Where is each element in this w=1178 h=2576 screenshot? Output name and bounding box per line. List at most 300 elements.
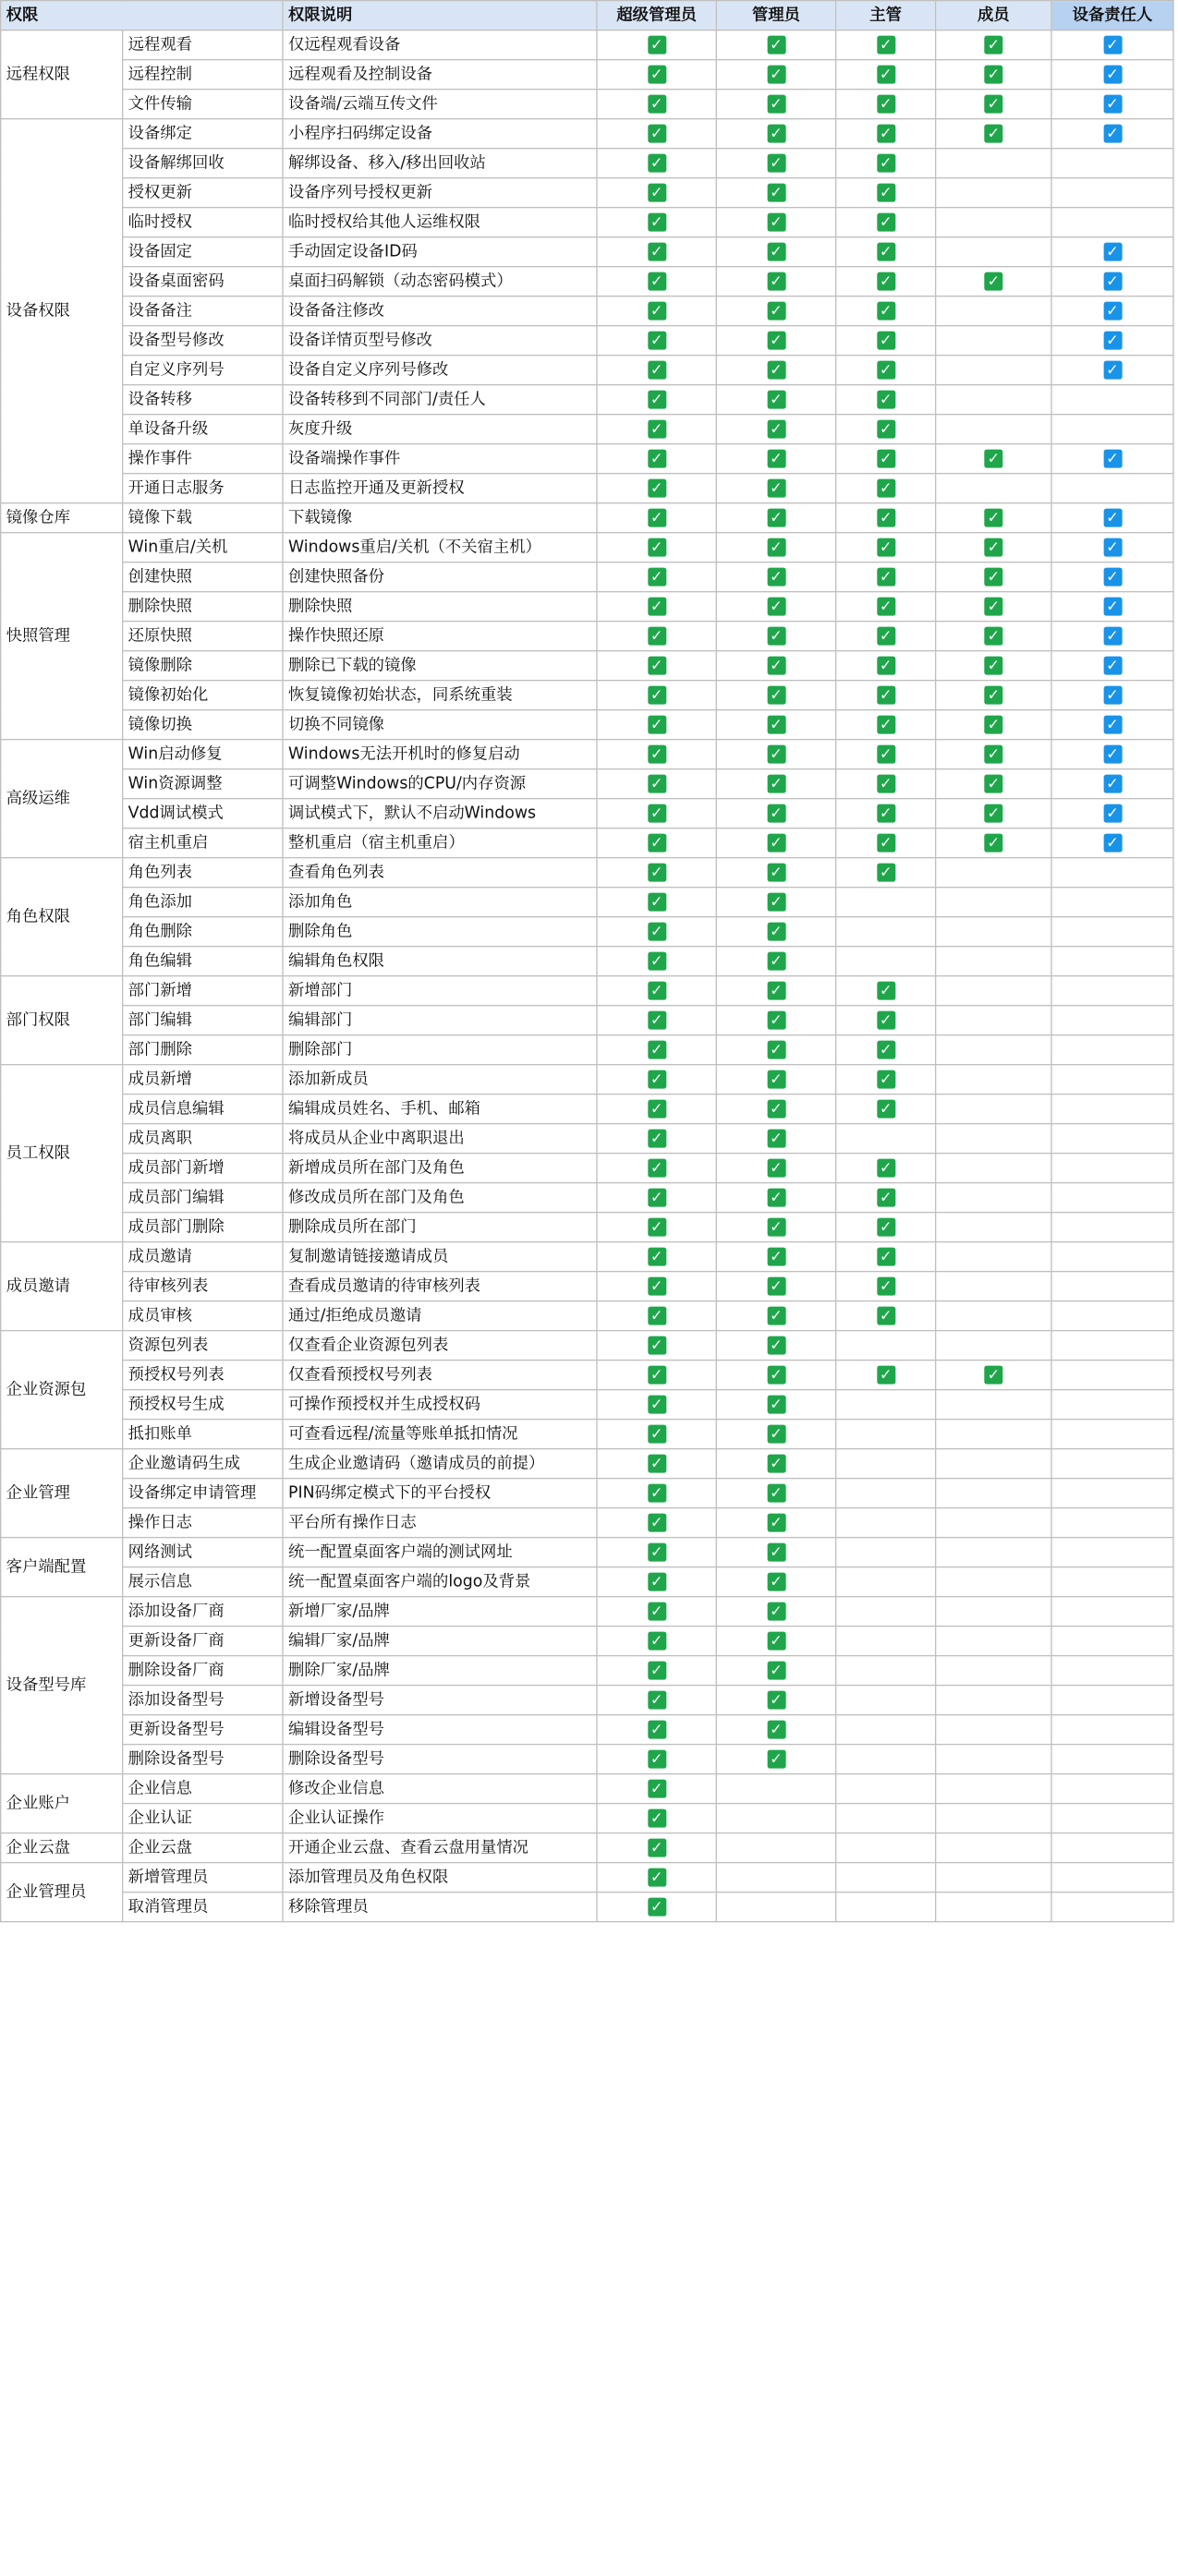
permission-description: 手动固定设备ID码 — [283, 237, 597, 267]
check-cell-supervisor — [836, 326, 936, 356]
permission-description: 设备序列号授权更新 — [283, 178, 597, 208]
permission-name: 宿主机重启 — [123, 828, 283, 858]
check-cell-admin — [716, 415, 835, 444]
check-cell-supervisor — [836, 30, 936, 60]
checked-checkbox-icon: ✓ — [648, 95, 666, 114]
permission-description: 设备端操作事件 — [283, 444, 597, 474]
check-cell-super-admin — [597, 1420, 716, 1449]
check-cell-member — [936, 60, 1051, 90]
checked-checkbox-icon: ✓ — [877, 686, 895, 705]
check-cell-supervisor — [836, 592, 936, 622]
check-cell-super-admin — [597, 1804, 716, 1833]
group-name: 员工权限 — [1, 1065, 123, 1242]
table-row — [1, 1449, 1173, 1479]
permission-description: Windows重启/关机（不关宿主机） — [283, 533, 597, 562]
check-cell-supervisor — [836, 208, 936, 237]
check-cell-device-owner — [1051, 30, 1173, 60]
permission-description: 删除部门 — [283, 1035, 597, 1065]
checked-checkbox-icon: ✓ — [767, 1514, 785, 1532]
permission-name: 添加设备厂商 — [123, 1597, 283, 1627]
permission-description: 新增设备型号 — [283, 1686, 597, 1715]
permission-name: 成员部门删除 — [123, 1213, 283, 1242]
permission-description: 创建快照备份 — [283, 562, 597, 592]
permission-description: 统一配置桌面客户端的logo及背景 — [283, 1567, 597, 1597]
group-name: 成员邀请 — [1, 1242, 123, 1331]
checked-checkbox-icon: ✓ — [648, 1898, 666, 1917]
check-cell-admin — [716, 651, 835, 681]
check-cell-supervisor — [836, 415, 936, 444]
check-cell-device-owner — [1051, 1124, 1173, 1154]
permission-name: 临时授权 — [123, 208, 283, 237]
check-cell-supervisor — [836, 60, 936, 90]
checked-checkbox-icon: ✓ — [648, 1691, 666, 1710]
check-cell-device-owner — [1051, 1449, 1173, 1479]
checked-checkbox-icon: ✓ — [767, 361, 785, 380]
check-cell-device-owner — [1051, 178, 1173, 208]
check-cell-supervisor — [836, 385, 936, 415]
check-cell-member — [936, 267, 1051, 296]
check-cell-admin — [716, 1065, 835, 1094]
check-cell-super-admin — [597, 208, 716, 237]
permission-name: 设备绑定申请管理 — [123, 1479, 283, 1508]
check-cell-super-admin — [597, 30, 716, 60]
table-row — [1, 1242, 1173, 1272]
check-cell-admin — [716, 385, 835, 415]
permission-name: 更新设备型号 — [123, 1715, 283, 1745]
check-cell-admin — [716, 1420, 835, 1449]
checked-checkbox-icon: ✓ — [648, 657, 666, 675]
permission-name: 角色列表 — [123, 858, 283, 888]
check-cell-member — [936, 1390, 1051, 1420]
checked-checkbox-icon: ✓ — [1103, 302, 1122, 320]
check-cell-device-owner — [1051, 1361, 1173, 1390]
check-cell-admin — [716, 976, 835, 1006]
table-row — [1, 1035, 1173, 1065]
check-cell-member — [936, 208, 1051, 237]
checked-checkbox-icon: ✓ — [1103, 716, 1122, 734]
check-cell-member — [936, 1213, 1051, 1242]
checked-checkbox-icon: ✓ — [767, 1573, 785, 1591]
table-row — [1, 622, 1173, 651]
check-cell-admin — [716, 1301, 835, 1331]
check-cell-member — [936, 1035, 1051, 1065]
table-row — [1, 799, 1173, 828]
check-cell-member — [936, 1745, 1051, 1774]
table-row — [1, 1597, 1173, 1627]
check-cell-supervisor — [836, 1656, 936, 1686]
check-cell-admin — [716, 1154, 835, 1183]
check-cell-super-admin — [597, 1863, 716, 1893]
checked-checkbox-icon: ✓ — [648, 1366, 666, 1385]
check-cell-admin — [716, 1863, 835, 1893]
checked-checkbox-icon: ✓ — [984, 745, 1002, 764]
check-cell-device-owner — [1051, 90, 1173, 119]
check-cell-admin — [716, 858, 835, 888]
table-row — [1, 740, 1173, 769]
check-cell-device-owner — [1051, 208, 1173, 237]
check-cell-super-admin — [597, 237, 716, 267]
check-cell-supervisor — [836, 917, 936, 947]
permission-name: 取消管理员 — [123, 1893, 283, 1922]
check-cell-super-admin — [597, 119, 716, 149]
check-cell-supervisor — [836, 799, 936, 828]
check-cell-member — [936, 1094, 1051, 1124]
check-cell-supervisor — [836, 474, 936, 503]
permission-description: 新增部门 — [283, 976, 597, 1006]
check-cell-supervisor — [836, 1390, 936, 1420]
checked-checkbox-icon: ✓ — [648, 1484, 666, 1503]
checked-checkbox-icon: ✓ — [877, 479, 895, 498]
check-cell-supervisor — [836, 1183, 936, 1213]
check-cell-admin — [716, 799, 835, 828]
checked-checkbox-icon: ✓ — [877, 450, 895, 468]
check-cell-member — [936, 296, 1051, 326]
check-cell-member — [936, 1627, 1051, 1656]
check-cell-member — [936, 592, 1051, 622]
permission-description: 设备自定义序列号修改 — [283, 356, 597, 385]
check-cell-supervisor — [836, 1272, 936, 1301]
checked-checkbox-icon: ✓ — [984, 716, 1002, 734]
check-cell-admin — [716, 1597, 835, 1627]
checked-checkbox-icon: ✓ — [877, 1100, 895, 1119]
check-cell-super-admin — [597, 385, 716, 415]
checked-checkbox-icon: ✓ — [984, 627, 1002, 646]
check-cell-supervisor — [836, 1863, 936, 1893]
permission-name: 成员部门编辑 — [123, 1183, 283, 1213]
checked-checkbox-icon: ✓ — [1103, 657, 1122, 675]
check-cell-device-owner — [1051, 1331, 1173, 1361]
checked-checkbox-icon: ✓ — [877, 657, 895, 675]
permission-description: 调试模式下，默认不启动Windows — [283, 799, 597, 828]
checked-checkbox-icon: ✓ — [877, 1159, 895, 1178]
check-cell-member — [936, 326, 1051, 356]
check-cell-supervisor — [836, 1065, 936, 1094]
table-row — [1, 1213, 1173, 1242]
check-cell-admin — [716, 562, 835, 592]
check-cell-supervisor — [836, 562, 936, 592]
check-cell-device-owner — [1051, 1508, 1173, 1538]
check-cell-member — [936, 1065, 1051, 1094]
check-cell-supervisor — [836, 1479, 936, 1508]
checked-checkbox-icon: ✓ — [984, 538, 1002, 557]
group-name: 镜像仓库 — [1, 503, 123, 533]
checked-checkbox-icon: ✓ — [767, 66, 785, 84]
check-cell-supervisor — [836, 681, 936, 710]
check-cell-device-owner — [1051, 651, 1173, 681]
check-cell-device-owner — [1051, 1567, 1173, 1597]
check-cell-admin — [716, 178, 835, 208]
check-cell-super-admin — [597, 710, 716, 740]
permission-description: 删除已下载的镜像 — [283, 651, 597, 681]
table-row — [1, 296, 1173, 326]
permission-description: 设备转移到不同部门/责任人 — [283, 385, 597, 415]
checked-checkbox-icon: ✓ — [877, 213, 895, 232]
check-cell-super-admin — [597, 1390, 716, 1420]
permission-description: PIN码绑定模式下的平台授权 — [283, 1479, 597, 1508]
table-row — [1, 267, 1173, 296]
check-cell-device-owner — [1051, 1301, 1173, 1331]
check-cell-admin — [716, 60, 835, 90]
table-row — [1, 947, 1173, 976]
check-cell-device-owner — [1051, 740, 1173, 769]
permission-name: 部门编辑 — [123, 1006, 283, 1035]
checked-checkbox-icon: ✓ — [648, 686, 666, 705]
permission-description: 查看角色列表 — [283, 858, 597, 888]
checked-checkbox-icon: ✓ — [648, 36, 666, 54]
check-cell-super-admin — [597, 1124, 716, 1154]
checked-checkbox-icon: ✓ — [648, 1100, 666, 1119]
check-cell-super-admin — [597, 976, 716, 1006]
check-cell-device-owner — [1051, 474, 1173, 503]
check-cell-device-owner — [1051, 1242, 1173, 1272]
checked-checkbox-icon: ✓ — [648, 1336, 666, 1355]
table-row — [1, 533, 1173, 562]
check-cell-device-owner — [1051, 799, 1173, 828]
check-cell-admin — [716, 119, 835, 149]
check-cell-supervisor — [836, 444, 936, 474]
check-cell-super-admin — [597, 474, 716, 503]
check-cell-super-admin — [597, 1449, 716, 1479]
table-row — [1, 1745, 1173, 1774]
check-cell-member — [936, 947, 1051, 976]
checked-checkbox-icon: ✓ — [877, 95, 895, 114]
check-cell-member — [936, 1597, 1051, 1627]
checked-checkbox-icon: ✓ — [767, 184, 785, 202]
permission-description: 添加新成员 — [283, 1065, 597, 1094]
checked-checkbox-icon: ✓ — [648, 952, 666, 971]
checked-checkbox-icon: ✓ — [984, 450, 1002, 468]
check-cell-supervisor — [836, 1420, 936, 1449]
permission-name: 成员邀请 — [123, 1242, 283, 1272]
checked-checkbox-icon: ✓ — [767, 1632, 785, 1651]
check-cell-member — [936, 710, 1051, 740]
checked-checkbox-icon: ✓ — [648, 154, 666, 173]
permission-description: 编辑角色权限 — [283, 947, 597, 976]
check-cell-supervisor — [836, 356, 936, 385]
check-cell-device-owner — [1051, 119, 1173, 149]
check-cell-device-owner — [1051, 149, 1173, 178]
check-cell-super-admin — [597, 592, 716, 622]
check-cell-device-owner — [1051, 267, 1173, 296]
permission-name: 操作日志 — [123, 1508, 283, 1538]
checked-checkbox-icon: ✓ — [648, 361, 666, 380]
permission-description: 灰度升级 — [283, 415, 597, 444]
header-role-device-owner: 设备责任人 — [1051, 1, 1173, 30]
check-cell-super-admin — [597, 888, 716, 917]
check-cell-device-owner — [1051, 1272, 1173, 1301]
check-cell-admin — [716, 740, 835, 769]
permission-description: 远程观看及控制设备 — [283, 60, 597, 90]
checked-checkbox-icon: ✓ — [1103, 272, 1122, 291]
permission-description: 操作快照还原 — [283, 622, 597, 651]
check-cell-member — [936, 385, 1051, 415]
checked-checkbox-icon: ✓ — [648, 509, 666, 527]
permission-description: 可操作预授权并生成授权码 — [283, 1390, 597, 1420]
checked-checkbox-icon: ✓ — [767, 1041, 785, 1059]
checked-checkbox-icon: ✓ — [767, 716, 785, 734]
checked-checkbox-icon: ✓ — [767, 1159, 785, 1178]
check-cell-super-admin — [597, 1331, 716, 1361]
checked-checkbox-icon: ✓ — [767, 1455, 785, 1473]
permission-description: 添加角色 — [283, 888, 597, 917]
checked-checkbox-icon: ✓ — [767, 657, 785, 675]
checked-checkbox-icon: ✓ — [767, 804, 785, 823]
check-cell-device-owner — [1051, 828, 1173, 858]
check-cell-member — [936, 1006, 1051, 1035]
permission-name: Win启动修复 — [123, 740, 283, 769]
check-cell-super-admin — [597, 296, 716, 326]
check-cell-device-owner — [1051, 1715, 1173, 1745]
checked-checkbox-icon: ✓ — [984, 1366, 1002, 1385]
check-cell-device-owner — [1051, 562, 1173, 592]
group-name: 客户端配置 — [1, 1538, 123, 1597]
check-cell-member — [936, 622, 1051, 651]
check-cell-super-admin — [597, 917, 716, 947]
permission-description: 切换不同镜像 — [283, 710, 597, 740]
table-row — [1, 1331, 1173, 1361]
check-cell-device-owner — [1051, 326, 1173, 356]
group-name: 角色权限 — [1, 858, 123, 976]
check-cell-member — [936, 888, 1051, 917]
checked-checkbox-icon: ✓ — [1103, 804, 1122, 823]
permission-description: 移除管理员 — [283, 1893, 597, 1922]
check-cell-member — [936, 474, 1051, 503]
header-permission: 权限 — [1, 1, 283, 30]
checked-checkbox-icon: ✓ — [767, 213, 785, 232]
checked-checkbox-icon: ✓ — [648, 1425, 666, 1444]
permission-description: 查看成员邀请的待审核列表 — [283, 1272, 597, 1301]
check-cell-admin — [716, 90, 835, 119]
checked-checkbox-icon: ✓ — [648, 450, 666, 468]
header-description: 权限说明 — [283, 1, 597, 30]
check-cell-super-admin — [597, 60, 716, 90]
permission-name: 添加设备型号 — [123, 1686, 283, 1715]
check-cell-member — [936, 562, 1051, 592]
check-cell-device-owner — [1051, 415, 1173, 444]
check-cell-member — [936, 356, 1051, 385]
table-row — [1, 326, 1173, 356]
check-cell-super-admin — [597, 799, 716, 828]
check-cell-admin — [716, 533, 835, 562]
header-role-supervisor: 主管 — [836, 1, 936, 30]
check-cell-supervisor — [836, 1449, 936, 1479]
check-cell-admin — [716, 326, 835, 356]
checked-checkbox-icon: ✓ — [984, 568, 1002, 587]
permission-name: 待审核列表 — [123, 1272, 283, 1301]
permission-name: Win资源调整 — [123, 769, 283, 799]
checked-checkbox-icon: ✓ — [648, 1248, 666, 1266]
checked-checkbox-icon: ✓ — [877, 745, 895, 764]
check-cell-super-admin — [597, 1715, 716, 1745]
check-cell-device-owner — [1051, 710, 1173, 740]
permission-name: 角色编辑 — [123, 947, 283, 976]
group-name: 企业管理 — [1, 1449, 123, 1538]
check-cell-admin — [716, 1804, 835, 1833]
checked-checkbox-icon: ✓ — [1103, 775, 1122, 793]
permission-name: 部门新增 — [123, 976, 283, 1006]
check-cell-admin — [716, 503, 835, 533]
check-cell-device-owner — [1051, 947, 1173, 976]
group-name: 企业资源包 — [1, 1331, 123, 1449]
check-cell-super-admin — [597, 651, 716, 681]
check-cell-admin — [716, 267, 835, 296]
check-cell-member — [936, 1656, 1051, 1686]
checked-checkbox-icon: ✓ — [1103, 95, 1122, 114]
group-name: 高级运维 — [1, 740, 123, 858]
check-cell-member — [936, 1686, 1051, 1715]
check-cell-device-owner — [1051, 681, 1173, 710]
permission-description: 平台所有操作日志 — [283, 1508, 597, 1538]
checked-checkbox-icon: ✓ — [648, 420, 666, 439]
checked-checkbox-icon: ✓ — [648, 332, 666, 350]
checked-checkbox-icon: ✓ — [767, 893, 785, 912]
checked-checkbox-icon: ✓ — [767, 125, 785, 143]
check-cell-member — [936, 1479, 1051, 1508]
checked-checkbox-icon: ✓ — [767, 1070, 785, 1089]
checked-checkbox-icon: ✓ — [648, 272, 666, 291]
permission-description: 将成员从企业中离职退出 — [283, 1124, 597, 1154]
check-cell-member — [936, 90, 1051, 119]
check-cell-admin — [716, 622, 835, 651]
permission-name: 单设备升级 — [123, 415, 283, 444]
permission-name: 企业认证 — [123, 1804, 283, 1833]
checked-checkbox-icon: ✓ — [648, 66, 666, 84]
checked-checkbox-icon: ✓ — [767, 598, 785, 616]
table-row — [1, 237, 1173, 267]
checked-checkbox-icon: ✓ — [767, 1336, 785, 1355]
check-cell-admin — [716, 917, 835, 947]
checked-checkbox-icon: ✓ — [877, 598, 895, 616]
permission-description: 解绑设备、移入/移出回收站 — [283, 149, 597, 178]
check-cell-device-owner — [1051, 1390, 1173, 1420]
table-row — [1, 1183, 1173, 1213]
checked-checkbox-icon: ✓ — [1103, 598, 1122, 616]
permission-description: 仅远程观看设备 — [283, 30, 597, 60]
check-cell-super-admin — [597, 149, 716, 178]
table-row — [1, 1627, 1173, 1656]
check-cell-admin — [716, 1745, 835, 1774]
check-cell-member — [936, 828, 1051, 858]
check-cell-member — [936, 1893, 1051, 1922]
check-cell-super-admin — [597, 1627, 716, 1656]
table-row — [1, 592, 1173, 622]
check-cell-admin — [716, 1331, 835, 1361]
checked-checkbox-icon: ✓ — [1103, 686, 1122, 705]
permission-description: 临时授权给其他人运维权限 — [283, 208, 597, 237]
table-row — [1, 562, 1173, 592]
checked-checkbox-icon: ✓ — [767, 538, 785, 557]
check-cell-device-owner — [1051, 1213, 1173, 1242]
check-cell-super-admin — [597, 769, 716, 799]
table-row — [1, 651, 1173, 681]
check-cell-member — [936, 799, 1051, 828]
checked-checkbox-icon: ✓ — [767, 1100, 785, 1119]
check-cell-super-admin — [597, 1154, 716, 1183]
checked-checkbox-icon: ✓ — [648, 804, 666, 823]
permission-description: 修改成员所在部门及角色 — [283, 1183, 597, 1213]
permission-name: 抵扣账单 — [123, 1420, 283, 1449]
table-row — [1, 1508, 1173, 1538]
permission-name: 设备绑定 — [123, 119, 283, 149]
check-cell-super-admin — [597, 178, 716, 208]
checked-checkbox-icon: ✓ — [1103, 125, 1122, 143]
check-cell-device-owner — [1051, 60, 1173, 90]
checked-checkbox-icon: ✓ — [877, 568, 895, 587]
check-cell-member — [936, 681, 1051, 710]
check-cell-admin — [716, 828, 835, 858]
check-cell-super-admin — [597, 622, 716, 651]
check-cell-device-owner — [1051, 1065, 1173, 1094]
